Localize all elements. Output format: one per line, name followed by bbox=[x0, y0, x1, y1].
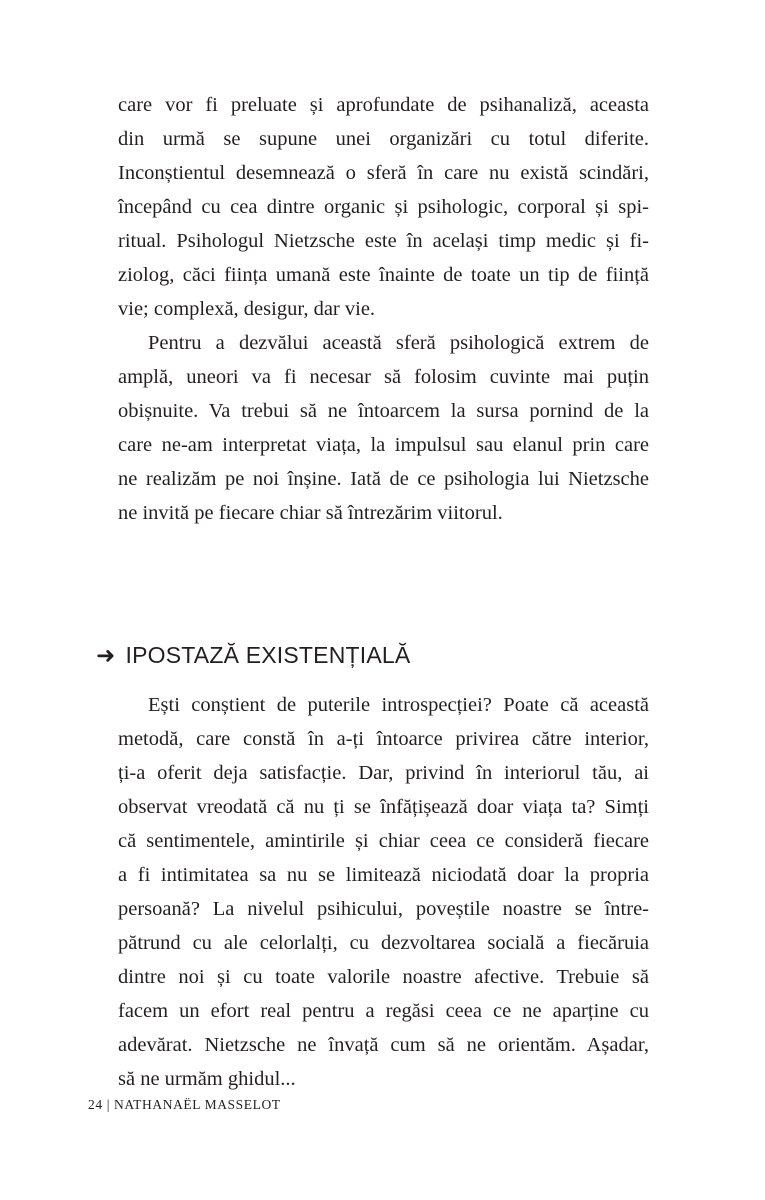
text-line: pătrund cu ale celorlalți, cu dezvoltarea socială a fiecăruia bbox=[118, 932, 649, 954]
text-line: ne realizăm pe noi înșine. Iată de ce psihologia lui Nietzsche bbox=[118, 468, 649, 490]
arrow-right-icon: ➜ bbox=[96, 642, 116, 668]
text-line: Ești conștient de puterile introspecției? Poate că această bbox=[148, 694, 649, 716]
text-line: începând cu cea dintre organic și psihologic, corporal și spi- bbox=[118, 196, 649, 218]
text-line: ne invită pe fiecare chiar să întrezărim viitorul. bbox=[118, 502, 503, 524]
text-line: ți-a oferit deja satisfacție. Dar, privind în interiorul tău, ai bbox=[118, 762, 649, 784]
paragraph-3 bbox=[118, 688, 649, 1096]
text-line: dintre noi și cu toate valorile noastre afective. Trebuie să bbox=[118, 966, 649, 988]
text-line: a fi intimitatea sa nu se limitează niciodată doar la propria bbox=[118, 864, 649, 886]
text-line: că sentimentele, amintirile și chiar ceea ce consideră fiecare bbox=[118, 830, 649, 852]
text-line: observat vreodată că nu ți se înfățișează doar viața ta? Simți bbox=[118, 796, 649, 818]
text-line: ziolog, căci ființa umană este înainte de toate un tip de ființă bbox=[118, 264, 649, 286]
text-line: să ne urmăm ghidul... bbox=[118, 1068, 296, 1090]
heading-text: IPOSTAZĂ EXISTENȚIALĂ bbox=[125, 642, 411, 668]
page-number: 24 bbox=[88, 1097, 103, 1112]
paragraph-1 bbox=[118, 88, 649, 326]
text-line: Pentru a dezvălui această sferă psihologică extrem de bbox=[148, 332, 649, 354]
text-line: care vor fi preluate și aprofundate de psihanaliză, aceasta bbox=[118, 94, 649, 116]
author-name: NATHANAËL MASSELOT bbox=[113, 1097, 281, 1112]
text-line: vie; complexă, desigur, dar vie. bbox=[118, 298, 376, 320]
footer-separator: | bbox=[106, 1097, 110, 1112]
text-line: amplă, uneori va fi necesar să folosim cuvinte mai puțin bbox=[118, 366, 649, 388]
text-line: facem un efort real pentru a regăsi ceea ce ne aparține cu bbox=[118, 1000, 649, 1022]
section-heading bbox=[96, 642, 410, 669]
paragraph-2 bbox=[118, 326, 649, 530]
text-line: adevărat. Nietzsche ne învață cum să ne orientăm. Așadar, bbox=[118, 1034, 649, 1056]
text-line: care ne-am interpretat viața, la impulsul sau elanul prin care bbox=[118, 434, 649, 456]
text-line: metodă, care constă în a-ți întoarce privirea către interior, bbox=[118, 728, 649, 750]
text-line: persoană? La nivelul psihicului, poveștile noastre se între- bbox=[118, 898, 649, 920]
text-line: ritual. Psihologul Nietzsche este în același timp medic și fi- bbox=[118, 230, 649, 252]
text-line: din urmă se supune unei organizări cu totul diferite. bbox=[118, 128, 649, 150]
text-line: obișnuite. Va trebui să ne întoarcem la sursa pornind de la bbox=[118, 400, 649, 422]
text-line: Inconștientul desemnează o sferă în care nu există scindări, bbox=[118, 162, 649, 184]
page-footer bbox=[88, 1097, 281, 1113]
